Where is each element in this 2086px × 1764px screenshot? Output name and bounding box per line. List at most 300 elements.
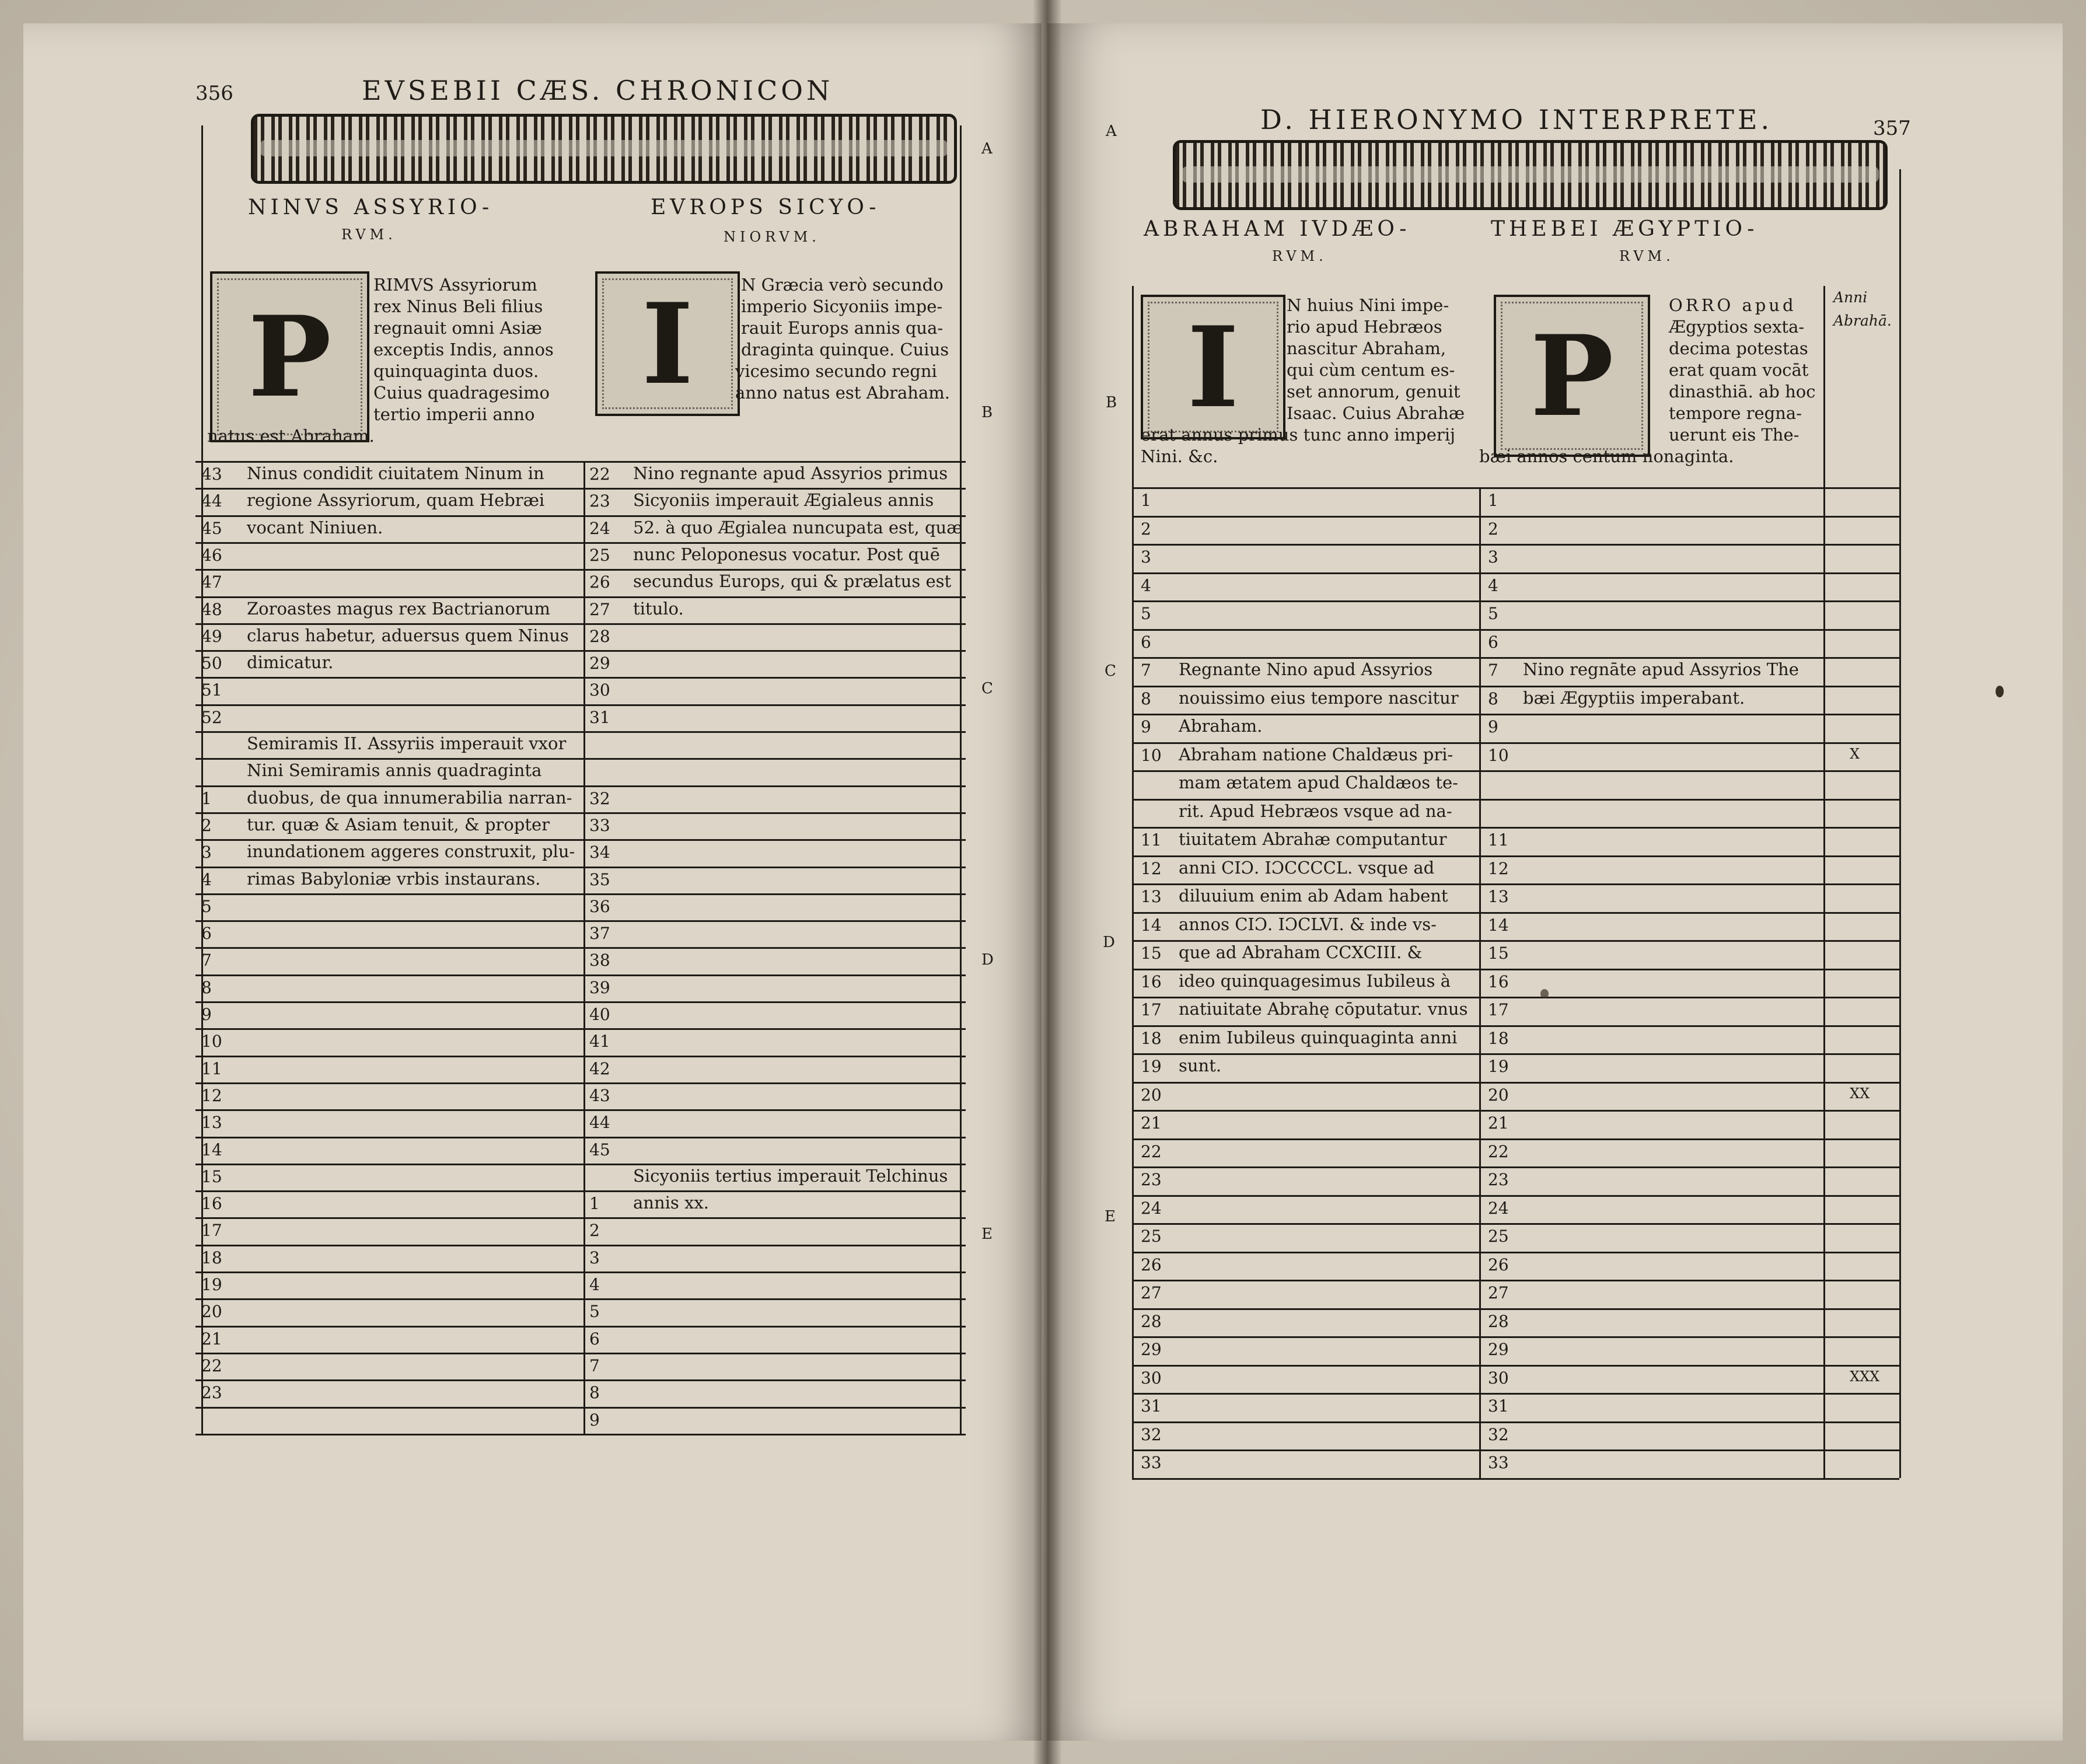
chronicle-entry: secundus Europs, qui & prælatus est: [633, 571, 952, 592]
year-number: 5: [1488, 604, 1498, 623]
year-number: 23: [201, 1383, 222, 1403]
year-number: 10: [1141, 745, 1162, 765]
table-rule: [1132, 1053, 1899, 1055]
year-number: 21: [201, 1329, 222, 1349]
abraham-year-mark: X: [1850, 745, 1860, 762]
chronicle-entry: clarus habetur, aduersus quem Ninus: [247, 625, 569, 645]
table-rule: [1132, 600, 1899, 602]
year-number: 1: [589, 1194, 600, 1214]
year-number: 52: [201, 707, 222, 727]
intro-line: rauit Europs annis qua-: [741, 318, 944, 338]
chronicle-entry: tur. quæ & Asiam tenuit, & propter: [247, 814, 550, 834]
margin-letter-a: A: [1106, 123, 1117, 140]
year-number: 26: [589, 572, 610, 592]
year-number: 24: [589, 518, 610, 538]
year-number: 25: [589, 545, 610, 565]
table-rule: [1132, 1336, 1899, 1338]
year-number: 9: [201, 1005, 212, 1024]
year-number: 25: [1141, 1227, 1162, 1246]
intro-line: N Græcia verò secundo: [741, 275, 944, 295]
chronicle-entry: Zoroastes magus rex Bactrianorum: [247, 598, 550, 619]
year-number: 30: [1141, 1368, 1162, 1388]
table-rule: [1132, 1449, 1899, 1451]
table-rule: [195, 947, 966, 949]
year-number: 31: [589, 707, 610, 727]
year-number: 5: [1141, 604, 1151, 623]
year-number: 18: [1488, 1028, 1509, 1048]
year-number: 27: [1488, 1283, 1509, 1302]
table-rule: [1132, 686, 1899, 687]
margin-letter-c: C: [1105, 662, 1116, 680]
right-col2-heading: THEBEI ÆGYPTIO-: [1491, 217, 1759, 241]
year-number: 10: [1488, 745, 1509, 765]
year-number: 9: [1141, 717, 1151, 736]
year-number: 8: [201, 977, 212, 997]
table-rule: [1132, 855, 1899, 857]
ink-spot: [1540, 989, 1549, 998]
chronicle-entry: natiuitate Abrahę cōputatur. vnus: [1179, 999, 1468, 1019]
table-rule: [195, 1001, 966, 1003]
right-col1-heading-2: RVM.: [1272, 248, 1327, 264]
year-number: 23: [1141, 1170, 1162, 1189]
year-number: 23: [589, 491, 610, 511]
chronicle-entry: duobus, de qua innumerabilia narran-: [247, 787, 572, 808]
table-rule: [195, 623, 966, 625]
intro-line: exceptis Indis, annos: [373, 340, 554, 359]
right-running-head: D. HIERONYMO INTERPRETE.: [1260, 104, 1773, 135]
table-rule: [1132, 997, 1899, 998]
left-col1-heading-2: RVM.: [341, 226, 397, 243]
table-rule: [1132, 1025, 1899, 1027]
intro-line: regnauit omni Asiæ: [373, 318, 542, 338]
year-number: 19: [201, 1275, 222, 1294]
year-number: 20: [1488, 1085, 1509, 1105]
table-rule: [195, 1217, 966, 1219]
year-number: 2: [589, 1221, 600, 1241]
left-header-ornament: [251, 114, 957, 184]
table-rule: [1132, 1195, 1899, 1197]
table-rule: [195, 1164, 966, 1165]
year-number: 22: [589, 464, 610, 484]
margin-letter-e: E: [981, 1225, 993, 1243]
intro-line: dinasthiā. ab hoc: [1669, 382, 1816, 401]
table-rule: [1132, 969, 1899, 970]
dropcap-letter: I: [641, 278, 694, 409]
right-intro-1: [1141, 295, 1465, 467]
year-number: 11: [1141, 830, 1162, 850]
table-rule: [195, 1434, 966, 1435]
year-number: 51: [201, 680, 222, 700]
intro-line: bæi annos centum nonaginta.: [1479, 446, 1734, 466]
year-number: 35: [589, 869, 610, 889]
left-intro-2: [735, 274, 950, 404]
year-number: 29: [1488, 1340, 1509, 1359]
intro-line: uerunt eis The-: [1669, 425, 1800, 445]
year-number: 28: [1141, 1311, 1162, 1331]
year-number: 6: [1488, 632, 1498, 652]
table-rule: [195, 650, 966, 652]
year-number: 17: [1141, 1000, 1162, 1019]
year-number: 22: [1141, 1141, 1162, 1161]
table-rule: [1132, 714, 1899, 715]
intro-line: natus est Abraham.: [207, 426, 375, 446]
intro-line: erat quam vocāt: [1669, 360, 1809, 380]
dropcap-letter: I: [1187, 302, 1239, 432]
chronicle-entry: nouissimo eius tempore nascitur: [1179, 687, 1459, 708]
table-rule: [195, 677, 966, 679]
table-border-left: [1132, 286, 1134, 1478]
year-number: 27: [1141, 1283, 1162, 1302]
table-rule: [1132, 1138, 1899, 1140]
year-number: 7: [1488, 661, 1498, 680]
year-number: 41: [589, 1032, 610, 1052]
table-rule: [195, 1353, 966, 1354]
table-rule: [1132, 1421, 1899, 1423]
table-rule: [1132, 1082, 1899, 1084]
table-rule: [195, 893, 966, 895]
table-rule: [195, 1082, 966, 1084]
year-number: 30: [1488, 1368, 1509, 1388]
year-number: 28: [589, 626, 610, 646]
year-number: 15: [1141, 944, 1162, 963]
chronicle-entry: anni CIƆ. IƆCCCCL. vsque ad: [1179, 857, 1435, 878]
left-col2-heading: EVROPS SICYO-: [651, 195, 880, 219]
chronicle-entry: Abraham natione Chaldæus pri-: [1179, 744, 1453, 764]
year-number: 43: [589, 1085, 610, 1105]
right-col2-heading-2: RVM.: [1619, 248, 1675, 264]
chronicle-entry: Nino regnante apud Assyrios primus: [633, 463, 948, 483]
left-col2-heading-2: NIORVM.: [724, 229, 820, 245]
year-number: 21: [1141, 1113, 1162, 1133]
intro-line: RIMVS Assyriorum: [373, 275, 537, 295]
year-number: 13: [1488, 887, 1509, 906]
year-number: 1: [1488, 491, 1498, 510]
table-rule: [1132, 516, 1899, 518]
year-number: 10: [201, 1032, 222, 1052]
year-number: 31: [1488, 1396, 1509, 1416]
year-number: 25: [1488, 1227, 1509, 1246]
right-intro-2: [1479, 295, 1816, 467]
year-number: 22: [201, 1356, 222, 1375]
year-number: 1: [1141, 491, 1151, 510]
table-rule: [195, 1326, 966, 1328]
table-rule: [195, 785, 966, 787]
margin-letter-b: B: [1106, 394, 1117, 411]
year-number: 19: [1488, 1057, 1509, 1076]
table-rule: [195, 974, 966, 976]
year-number: 4: [1141, 575, 1151, 595]
table-rule: [1132, 799, 1899, 801]
chronicle-entry: tiuitatem Abrahæ computantur: [1179, 829, 1447, 849]
table-rule: [1132, 1166, 1899, 1168]
table-rule: [195, 1379, 966, 1381]
year-number: 8: [1141, 689, 1151, 708]
margin-letter-d: D: [1103, 934, 1115, 951]
intro-line: set annorum, genuit: [1287, 382, 1460, 401]
table-rule: [195, 1407, 966, 1409]
chronicle-entry: que ad Abraham CCXCIII. &: [1179, 942, 1423, 962]
year-number: 50: [201, 654, 222, 673]
year-number: 5: [589, 1302, 600, 1322]
year-number: 1: [201, 788, 212, 808]
year-number: 4: [201, 869, 212, 889]
chronicle-entry: Nino regnāte apud Assyrios The: [1523, 659, 1799, 679]
year-number: 4: [1488, 575, 1498, 595]
year-number: 38: [589, 951, 610, 970]
table-rule: [1132, 742, 1899, 744]
right-folio: 357: [1873, 117, 1911, 140]
table-rule: [195, 920, 966, 922]
intro-line: N huius Nini impe-: [1287, 295, 1449, 315]
year-number: 3: [589, 1248, 600, 1267]
table-rule: [1132, 1393, 1899, 1395]
table-rule: [1132, 1280, 1899, 1281]
intro-line: imperio Sicyoniis impe-: [741, 296, 943, 316]
year-number: 45: [201, 518, 222, 538]
intro-line: rio apud Hebræos: [1287, 317, 1442, 337]
chronicle-entry: annos CIƆ. IƆCLVI. & inde vs-: [1179, 914, 1437, 934]
year-number: 23: [1488, 1170, 1509, 1189]
year-number: 7: [1141, 661, 1151, 680]
margin-letter-d: D: [981, 951, 994, 969]
chronicle-entry: rimas Babyloniæ vrbis instaurans.: [247, 868, 541, 889]
table-divider: [1479, 487, 1481, 1478]
year-number: 48: [201, 599, 222, 619]
year-number: 32: [1141, 1424, 1162, 1444]
year-number: 19: [1141, 1057, 1162, 1076]
year-number: 42: [589, 1059, 610, 1078]
year-number: 26: [1141, 1255, 1162, 1274]
intro-line: draginta quinque. Cuius: [741, 340, 949, 359]
year-number: 9: [1488, 717, 1498, 736]
year-number: 2: [201, 815, 212, 835]
chronicle-entry: bæi Ægyptiis imperabant.: [1523, 687, 1745, 708]
chronicle-entry: vocant Niniuen.: [247, 517, 383, 537]
year-number: 13: [1141, 887, 1162, 906]
table-rule: [1132, 940, 1899, 942]
table-rule: [1132, 883, 1899, 885]
year-number: 44: [201, 491, 222, 511]
year-number: 15: [1488, 944, 1509, 963]
year-number: 2: [1141, 519, 1151, 539]
year-number: 49: [201, 626, 222, 646]
left-dropcap-i: [595, 271, 740, 416]
year-number: 32: [589, 788, 610, 808]
right-col3-heading-2: Abrahā.: [1833, 312, 1892, 329]
year-number: 26: [1488, 1255, 1509, 1274]
table-rule: [1132, 1110, 1899, 1112]
table-rule: [195, 569, 966, 571]
right-dropcap-i: [1141, 295, 1285, 439]
chronicle-entry: dimicatur.: [247, 652, 334, 673]
year-number: 8: [1488, 689, 1498, 708]
table-rule: [1132, 912, 1899, 914]
table-rule: [195, 488, 966, 490]
year-number: 12: [1141, 858, 1162, 878]
year-number: 11: [201, 1059, 222, 1078]
intro-line: tertio imperii anno: [373, 404, 535, 424]
intro-line: erat annus primus tunc anno imperij: [1141, 425, 1456, 445]
intro-line: qui cùm centum es-: [1287, 360, 1455, 380]
year-number: 6: [201, 924, 212, 944]
year-number: 14: [201, 1140, 222, 1159]
year-number: 17: [201, 1221, 222, 1241]
table-border-right: [960, 125, 962, 1434]
chronicle-entry: diluuium enim ab Adam habent: [1179, 886, 1448, 906]
year-number: 33: [1141, 1453, 1162, 1472]
year-number: 29: [1141, 1340, 1162, 1359]
year-number: 7: [589, 1356, 600, 1375]
year-number: 12: [1488, 858, 1509, 878]
year-number: 21: [1488, 1113, 1509, 1133]
table-rule: [195, 758, 966, 760]
year-number: 22: [1488, 1141, 1509, 1161]
year-number: 43: [201, 464, 222, 484]
right-page: [1047, 23, 2063, 1741]
year-number: 3: [1141, 547, 1151, 567]
intro-line: quinquaginta duos.: [373, 361, 539, 381]
table-rule: [1132, 544, 1899, 546]
table-rule: [1132, 1478, 1899, 1480]
year-number: 11: [1488, 830, 1509, 850]
dropcap-letter: P: [1530, 310, 1614, 441]
year-number: 40: [589, 1005, 610, 1024]
chronicle-entry: Regnante Nino apud Assyrios: [1179, 659, 1433, 679]
table-rule: [195, 704, 966, 706]
right-col1-heading: ABRAHAM IVDÆO-: [1144, 217, 1411, 241]
left-col1-heading: NINVS ASSYRIO-: [248, 195, 494, 219]
table-rule: [195, 867, 966, 868]
right-col3-heading: Anni: [1833, 289, 1868, 306]
chronicle-entry: sunt.: [1179, 1056, 1222, 1075]
dropcap-letter: P: [248, 292, 331, 422]
table-rule: [1132, 657, 1899, 659]
year-number: 6: [589, 1329, 600, 1349]
year-number: 34: [589, 843, 610, 862]
intro-line: nascitur Abraham,: [1287, 338, 1446, 358]
year-number: 44: [589, 1113, 610, 1133]
year-number: 20: [201, 1302, 222, 1322]
table-rule: [1132, 1308, 1899, 1310]
left-running-head: EVSEBII CÆS. CHRONICON: [362, 75, 834, 106]
ink-spot: [1996, 686, 2004, 697]
left-intro-1: [207, 274, 554, 447]
chronicle-entry: regione Assyriorum, quam Hebræi: [247, 490, 545, 511]
table-rule: [195, 1056, 966, 1057]
year-number: 46: [201, 545, 222, 565]
year-number: 8: [589, 1383, 600, 1403]
year-number: 15: [201, 1166, 222, 1186]
year-number: 5: [201, 896, 212, 916]
table-rule: [195, 1137, 966, 1138]
chronicle-entry: mam ætatem apud Chaldæos te-: [1179, 773, 1458, 792]
right-dropcap-p: [1494, 295, 1650, 457]
year-number: 30: [589, 680, 610, 700]
chronicle-entry: Sicyoniis tertius imperauit Telchinus: [633, 1165, 948, 1186]
table-rule: [1132, 827, 1899, 829]
chronicle-entry: titulo.: [633, 598, 684, 619]
intro-line: Isaac. Cuius Abrahæ: [1287, 403, 1465, 423]
table-divider-years: [1823, 286, 1825, 1478]
right-header-ornament: [1173, 140, 1888, 210]
year-number: 20: [1141, 1085, 1162, 1105]
intro-line: Ægyptios sexta-: [1669, 317, 1805, 337]
table-rule: [1132, 1223, 1899, 1225]
table-rule: [195, 812, 966, 814]
year-number: 16: [1141, 972, 1162, 991]
year-number: 27: [589, 599, 610, 619]
year-number: 24: [1488, 1198, 1509, 1218]
year-number: 33: [589, 815, 610, 835]
abraham-year-mark: XXX: [1850, 1368, 1880, 1385]
year-number: 36: [589, 896, 610, 916]
year-number: 31: [1141, 1396, 1162, 1416]
table-rule: [195, 1245, 966, 1246]
year-number: 39: [589, 977, 610, 997]
left-folio: 356: [195, 82, 233, 105]
year-number: 16: [1488, 972, 1509, 991]
year-number: 24: [1141, 1198, 1162, 1218]
year-number: 33: [1488, 1453, 1509, 1472]
table-rule: [195, 542, 966, 544]
year-number: 18: [1141, 1028, 1162, 1048]
table-rule: [195, 1298, 966, 1300]
table-rule: [195, 515, 966, 517]
abraham-year-mark: XX: [1850, 1085, 1870, 1102]
table-rule: [195, 839, 966, 841]
year-number: 13: [201, 1113, 222, 1133]
book-gutter: [1033, 0, 1062, 1764]
year-number: 4: [589, 1275, 600, 1294]
chronicle-entry: Nini Semiramis annis quadraginta: [247, 760, 542, 781]
table-border-right: [1899, 169, 1901, 1478]
year-number: 47: [201, 572, 222, 592]
chronicle-entry: enim Iubileus quinquaginta anni: [1179, 1027, 1458, 1047]
left-dropcap-p: [210, 271, 369, 442]
chronicle-entry: Ninus condidit ciuitatem Ninum in: [247, 463, 544, 483]
year-number: 14: [1141, 915, 1162, 935]
year-number: 3: [201, 843, 212, 862]
year-number: 17: [1488, 1000, 1509, 1019]
year-number: 29: [589, 654, 610, 673]
table-rule: [1132, 1365, 1899, 1367]
year-number: 45: [589, 1140, 610, 1159]
chronicle-entry: 52. à quo Ægialea nuncupata est, quæ: [633, 517, 963, 537]
intro-line: anno natus est Abraham.: [735, 383, 950, 403]
intro-line: vicesimo secundo regni: [735, 361, 937, 381]
year-number: 32: [1488, 1424, 1509, 1444]
table-rule: [1132, 1252, 1899, 1253]
table-rule: [1132, 572, 1899, 574]
table-rule: [195, 1272, 966, 1273]
table-divider: [583, 461, 585, 1434]
margin-letter-c: C: [981, 680, 993, 697]
chronicle-entry: Abraham.: [1179, 716, 1263, 736]
chronicle-entry: Semiramis II. Assyriis imperauit vxor: [247, 733, 567, 753]
year-number: 12: [201, 1085, 222, 1105]
year-number: 16: [201, 1194, 222, 1214]
table-rule: [195, 1028, 966, 1030]
year-number: 18: [201, 1248, 222, 1267]
intro-line: Nini. &c.: [1141, 446, 1218, 466]
intro-line: rex Ninus Beli filius: [373, 296, 543, 316]
table-rule: [195, 731, 966, 733]
year-number: 9: [589, 1410, 600, 1430]
year-number: 6: [1141, 632, 1151, 652]
chronicle-entry: Sicyoniis imperauit Ægialeus annis: [633, 490, 934, 511]
table-rule: [195, 461, 966, 463]
year-number: 2: [1488, 519, 1498, 539]
